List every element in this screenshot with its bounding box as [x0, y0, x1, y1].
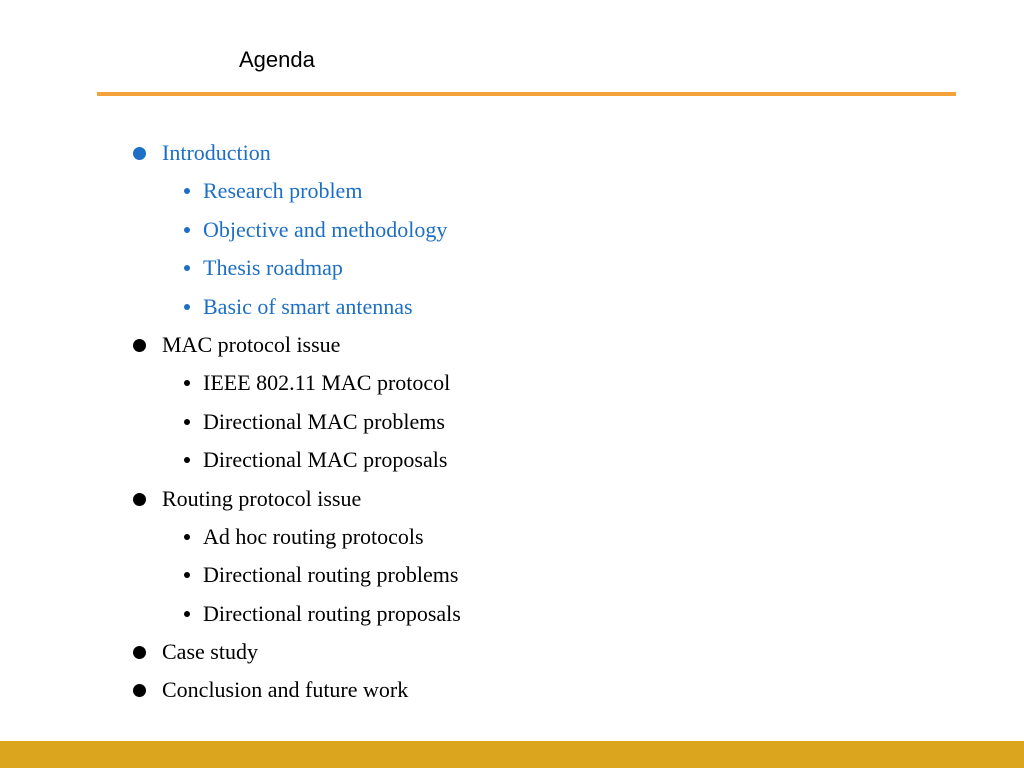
agenda-subitem-label: Directional routing proposals — [203, 600, 461, 626]
agenda-subitem — [0, 211, 1024, 249]
agenda-subitem-label: IEEE 802.11 MAC protocol — [203, 370, 451, 396]
agenda-subitem-label: Thesis roadmap — [203, 255, 343, 281]
filled-circle-bullet-icon — [133, 339, 146, 352]
filled-circle-bullet-icon — [133, 493, 146, 506]
agenda-subitem — [0, 441, 1024, 479]
agenda-item-conclusion — [0, 671, 1024, 709]
agenda-subitem — [0, 556, 1024, 594]
agenda-subitem-label: Directional MAC problems — [203, 408, 445, 434]
dot-bullet-icon — [184, 188, 190, 194]
agenda-item-label: MAC protocol issue — [162, 331, 341, 357]
agenda-subitem-label: Ad hoc routing protocols — [203, 523, 424, 549]
agenda-subitem-label: Basic of smart antennas — [203, 293, 413, 319]
agenda-subitem-label: Directional routing problems — [203, 562, 459, 588]
footer-bar — [0, 741, 1024, 768]
dot-bullet-icon — [184, 304, 190, 310]
agenda-subitem-label: Directional MAC proposals — [203, 447, 448, 473]
agenda-subitem — [0, 172, 1024, 210]
agenda-item-label: Conclusion and future work — [162, 677, 409, 703]
dot-bullet-icon — [184, 572, 190, 578]
agenda-item-routing-protocol — [0, 480, 1024, 518]
agenda-subitem — [0, 249, 1024, 287]
agenda-subitem — [0, 364, 1024, 402]
filled-circle-bullet-icon — [133, 147, 146, 160]
agenda-subitem — [0, 595, 1024, 633]
dot-bullet-icon — [184, 265, 190, 271]
filled-circle-bullet-icon — [133, 646, 146, 659]
dot-bullet-icon — [184, 534, 190, 540]
agenda-item-label: Routing protocol issue — [162, 485, 362, 511]
agenda-list — [0, 134, 1024, 710]
agenda-item-label: Introduction — [162, 140, 271, 165]
agenda-subitem — [0, 288, 1024, 326]
agenda-subitem-label: Objective and methodology — [203, 216, 448, 242]
filled-circle-bullet-icon — [133, 684, 146, 697]
agenda-subitem-label: Research problem — [203, 178, 363, 204]
agenda-item-mac-protocol — [0, 326, 1024, 364]
slide-title: Agenda — [239, 47, 315, 72]
agenda-item-case-study — [0, 633, 1024, 671]
dot-bullet-icon — [184, 419, 190, 425]
agenda-subitem — [0, 403, 1024, 441]
dot-bullet-icon — [184, 611, 190, 617]
dot-bullet-icon — [184, 380, 190, 386]
agenda-subitem — [0, 518, 1024, 556]
dot-bullet-icon — [184, 457, 190, 463]
agenda-item-label: Case study — [162, 639, 258, 665]
title-divider — [97, 92, 956, 96]
dot-bullet-icon — [184, 227, 190, 233]
agenda-item-introduction — [0, 134, 1024, 172]
